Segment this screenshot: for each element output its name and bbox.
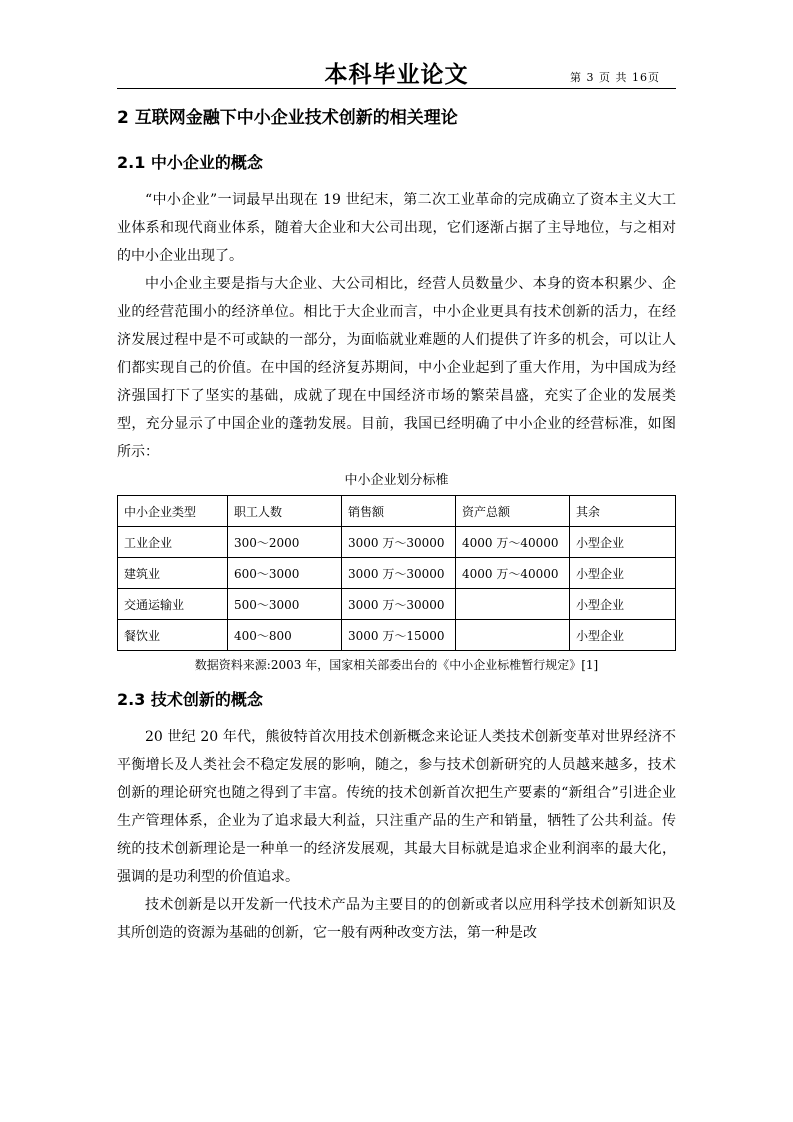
table-cell	[456, 589, 570, 620]
table-cell: 600～3000	[228, 558, 342, 589]
table-row	[118, 558, 676, 589]
table-row	[118, 527, 676, 558]
paragraph: 20 世纪 20 年代，熊彼特首次用技术创新概念来论证人类技术创新变革对世界经济不平衡增长及人类社会不稳定发展的影响，随之，参与技术创新研究的人员越来越多，技术创新的理论研究也随之得到了丰富。传统的技术创新首次把生产要素的“新组合”引进企业生产管理体系，企业为了追求最大利益，只注重产品的生产和销量，牺牲了公共利益。传统的技术创新理论是一种单一的经济发展观，其最大目标就是追求企业利润率的最大化，强调的是功利型的价值追求。	[117, 729, 676, 885]
paragraph: 技术创新是以开发新一代技术产品为主要目的的创新或者以应用科学技术创新知识及其所创造的资源为基础的创新，它一般有两种改变方法，第一种是改	[117, 897, 676, 941]
table-cell: 3000 万～15000	[342, 620, 456, 651]
table-cell: 建筑业	[118, 558, 228, 589]
table-row	[118, 620, 676, 651]
page-header	[117, 52, 676, 89]
table-cell	[456, 620, 570, 651]
table-cell: 小型企业	[570, 620, 676, 651]
document-page	[117, 52, 676, 947]
chapter-heading: 2 互联网金融下中小企业技术创新的相关理论	[117, 108, 458, 128]
table-header-cell: 其余	[570, 496, 676, 527]
table-cell: 3000 万～30000	[342, 558, 456, 589]
table-cell: 餐饮业	[118, 620, 228, 651]
table-header-cell: 中小企业类型	[118, 496, 228, 527]
table-caption: 中小企业划分标椎	[344, 473, 449, 488]
paragraph: 中小企业主要是指与大企业、大公司相比，经营人员数量少、本身的资本积累少、企业的经营范围小的经济单位。相比于大企业而言，中小企业更具有技术创新的活力，在经济发展过程中是不可或缺的一部分，为面临就业难题的人们提供了许多的机会，可以让人们都实现自己的价值。在中国的经济复苏期间，中小企业起到了重大作用，为中国成为经济强国打下了坚实的基础，成就了现在中国经济市场的繁荣昌盛，充实了企业的发展类型，充分显示了中国企业的蓬勃发展。目前，我国已经明确了中小企业的经营标准，如图所示：	[117, 276, 676, 460]
table-row	[118, 589, 676, 620]
table-cell: 3000 万～30000	[342, 589, 456, 620]
table-source-note: 数据资料来源:2003 年，国家相关部委出台的《中小企业标椎暂行规定》[1]	[194, 658, 599, 672]
table-cell: 300～2000	[228, 527, 342, 558]
table-cell: 小型企业	[570, 589, 676, 620]
header-title: 本科毕业论文	[324, 62, 469, 88]
page-number: 第 3 页 共 16页	[570, 71, 660, 84]
table-header-cell: 职工人数	[228, 496, 342, 527]
table-cell: 500～3000	[228, 589, 342, 620]
enterprise-classification-table	[117, 495, 676, 651]
table-cell: 小型企业	[570, 527, 676, 558]
table-cell: 4000 万～40000	[456, 558, 570, 589]
table-header-row	[118, 496, 676, 527]
section-heading-2-1: 2.1 中小企业的概念	[117, 153, 263, 172]
table-cell: 工业企业	[118, 527, 228, 558]
section-heading-2-3: 2.3 技术创新的概念	[117, 690, 263, 709]
table-cell: 3000 万～30000	[342, 527, 456, 558]
table-cell: 交通运输业	[118, 589, 228, 620]
table-cell: 400～800	[228, 620, 342, 651]
paragraph: “中小企业”一词最早出现在 19 世纪末，第二次工业革命的完成确立了资本主义大工业体系和现代商业体系，随着大企业和大公司出现，它们逐渐占据了主导地位，与之相对的中小企业出现了。	[117, 192, 676, 264]
table-header-cell: 销售额	[342, 496, 456, 527]
table-header-cell: 资产总额	[456, 496, 570, 527]
table-cell: 4000 万～40000	[456, 527, 570, 558]
table-cell: 小型企业	[570, 558, 676, 589]
